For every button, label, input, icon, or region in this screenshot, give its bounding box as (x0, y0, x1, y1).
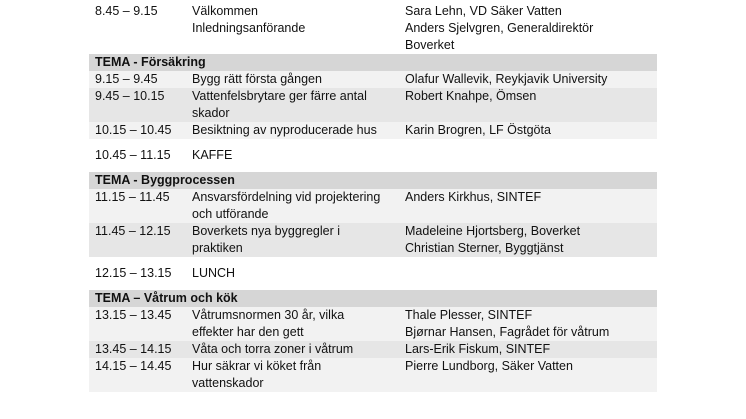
row-speaker (405, 307, 657, 341)
speaker-line: Olafur Wallevik, Reykjavik University (405, 72, 608, 86)
row-time: 9.45 – 10.15 (95, 89, 165, 103)
spacer (89, 139, 657, 147)
row-title (192, 88, 405, 122)
row-time: 8.45 – 9.15 (95, 4, 158, 18)
title-line: praktiken (192, 241, 243, 255)
speaker-line: Bjørnar Hansen, Fagrådet för våtrum (405, 325, 610, 339)
spacer (89, 164, 657, 172)
schedule-row (89, 307, 657, 341)
speaker-line: Thale Plesser, SINTEF (405, 308, 533, 322)
break-row-kaffe (89, 147, 657, 164)
schedule-row (89, 71, 657, 88)
row-title (192, 71, 405, 88)
row-title (192, 307, 405, 341)
row-speaker (405, 88, 657, 122)
title-line: effekter har den gett (192, 325, 304, 339)
row-time: 12.15 – 13.15 (95, 266, 172, 280)
title-line: Besiktning av nyproducerade hus (192, 123, 377, 137)
speaker-line: Madeleine Hjortsberg, Boverket (405, 224, 581, 238)
schedule-row (89, 341, 657, 358)
row-time: 9.15 – 9.45 (95, 72, 158, 86)
title-line: Boverkets nya byggregler i (192, 224, 340, 238)
row-speaker (405, 71, 657, 88)
row-title (192, 122, 405, 139)
title-line: skador (192, 106, 230, 120)
title-line: Hur säkrar vi köket från (192, 359, 322, 373)
row-speaker (405, 341, 657, 358)
speaker-line: Sara Lehn, VD Säker Vatten (405, 4, 562, 18)
title-line: Vattenfelsbrytare ger färre antal (192, 89, 367, 103)
row-speaker (405, 189, 657, 223)
row-time: 11.15 – 11.45 (95, 190, 170, 204)
title-line: vattenskador (192, 376, 264, 390)
spacer (89, 282, 657, 290)
title-line: Bygg rätt första gången (192, 72, 322, 86)
title-line: Inledningsanförande (192, 21, 306, 35)
schedule-row (89, 358, 657, 392)
row-title (192, 341, 405, 358)
speaker-line: Anders Kirkhus, SINTEF (405, 190, 542, 204)
row-title (192, 3, 405, 54)
theme-heading-vatrum: TEMA – Våtrum och kök (89, 290, 657, 307)
break-label: LUNCH (192, 266, 236, 280)
row-speaker (405, 3, 657, 54)
title-line: och utförande (192, 207, 269, 221)
schedule-row (89, 88, 657, 122)
speaker-line: Pierre Lundborg, Säker Vatten (405, 359, 573, 373)
row-title (192, 358, 405, 392)
speaker-line: Boverket (405, 38, 455, 52)
speaker-line: Karin Brogren, LF Östgöta (405, 123, 551, 137)
row-time: 10.45 – 11.15 (95, 148, 171, 162)
row-time: 14.15 – 14.45 (95, 359, 172, 373)
title-line: Ansvarsfördelning vid projektering (192, 190, 381, 204)
row-time: 13.15 – 13.45 (95, 308, 172, 322)
speaker-line: Christian Sterner, Byggtjänst (405, 241, 564, 255)
speaker-line: Robert Knahpe, Ömsen (405, 89, 537, 103)
schedule-row (89, 122, 657, 139)
break-row-lunch (89, 265, 657, 282)
spacer (89, 257, 657, 265)
row-speaker (405, 358, 657, 392)
row-time: 13.45 – 14.15 (95, 342, 172, 356)
row-time: 11.45 – 12.15 (95, 224, 171, 238)
schedule-row (89, 189, 657, 223)
speaker-line: Anders Sjelvgren, Generaldirektör (405, 21, 594, 35)
speaker-line: Lars-Erik Fiskum, SINTEF (405, 342, 551, 356)
theme-heading-byggprocessen: TEMA - Byggprocessen (89, 172, 657, 189)
row-title (192, 223, 405, 257)
row-speaker (405, 223, 657, 257)
row-title (192, 189, 405, 223)
schedule-row-intro (89, 3, 657, 54)
theme-heading-forsakring: TEMA - Försäkring (89, 54, 657, 71)
break-label: KAFFE (192, 148, 233, 162)
title-line: Välkommen (192, 4, 258, 18)
row-time: 10.15 – 10.45 (95, 123, 172, 137)
title-line: Våta och torra zoner i våtrum (192, 342, 354, 356)
title-line: Våtrumsnormen 30 år, vilka (192, 308, 345, 322)
row-speaker (405, 122, 657, 139)
schedule-row (89, 223, 657, 257)
program-schedule (89, 3, 657, 392)
